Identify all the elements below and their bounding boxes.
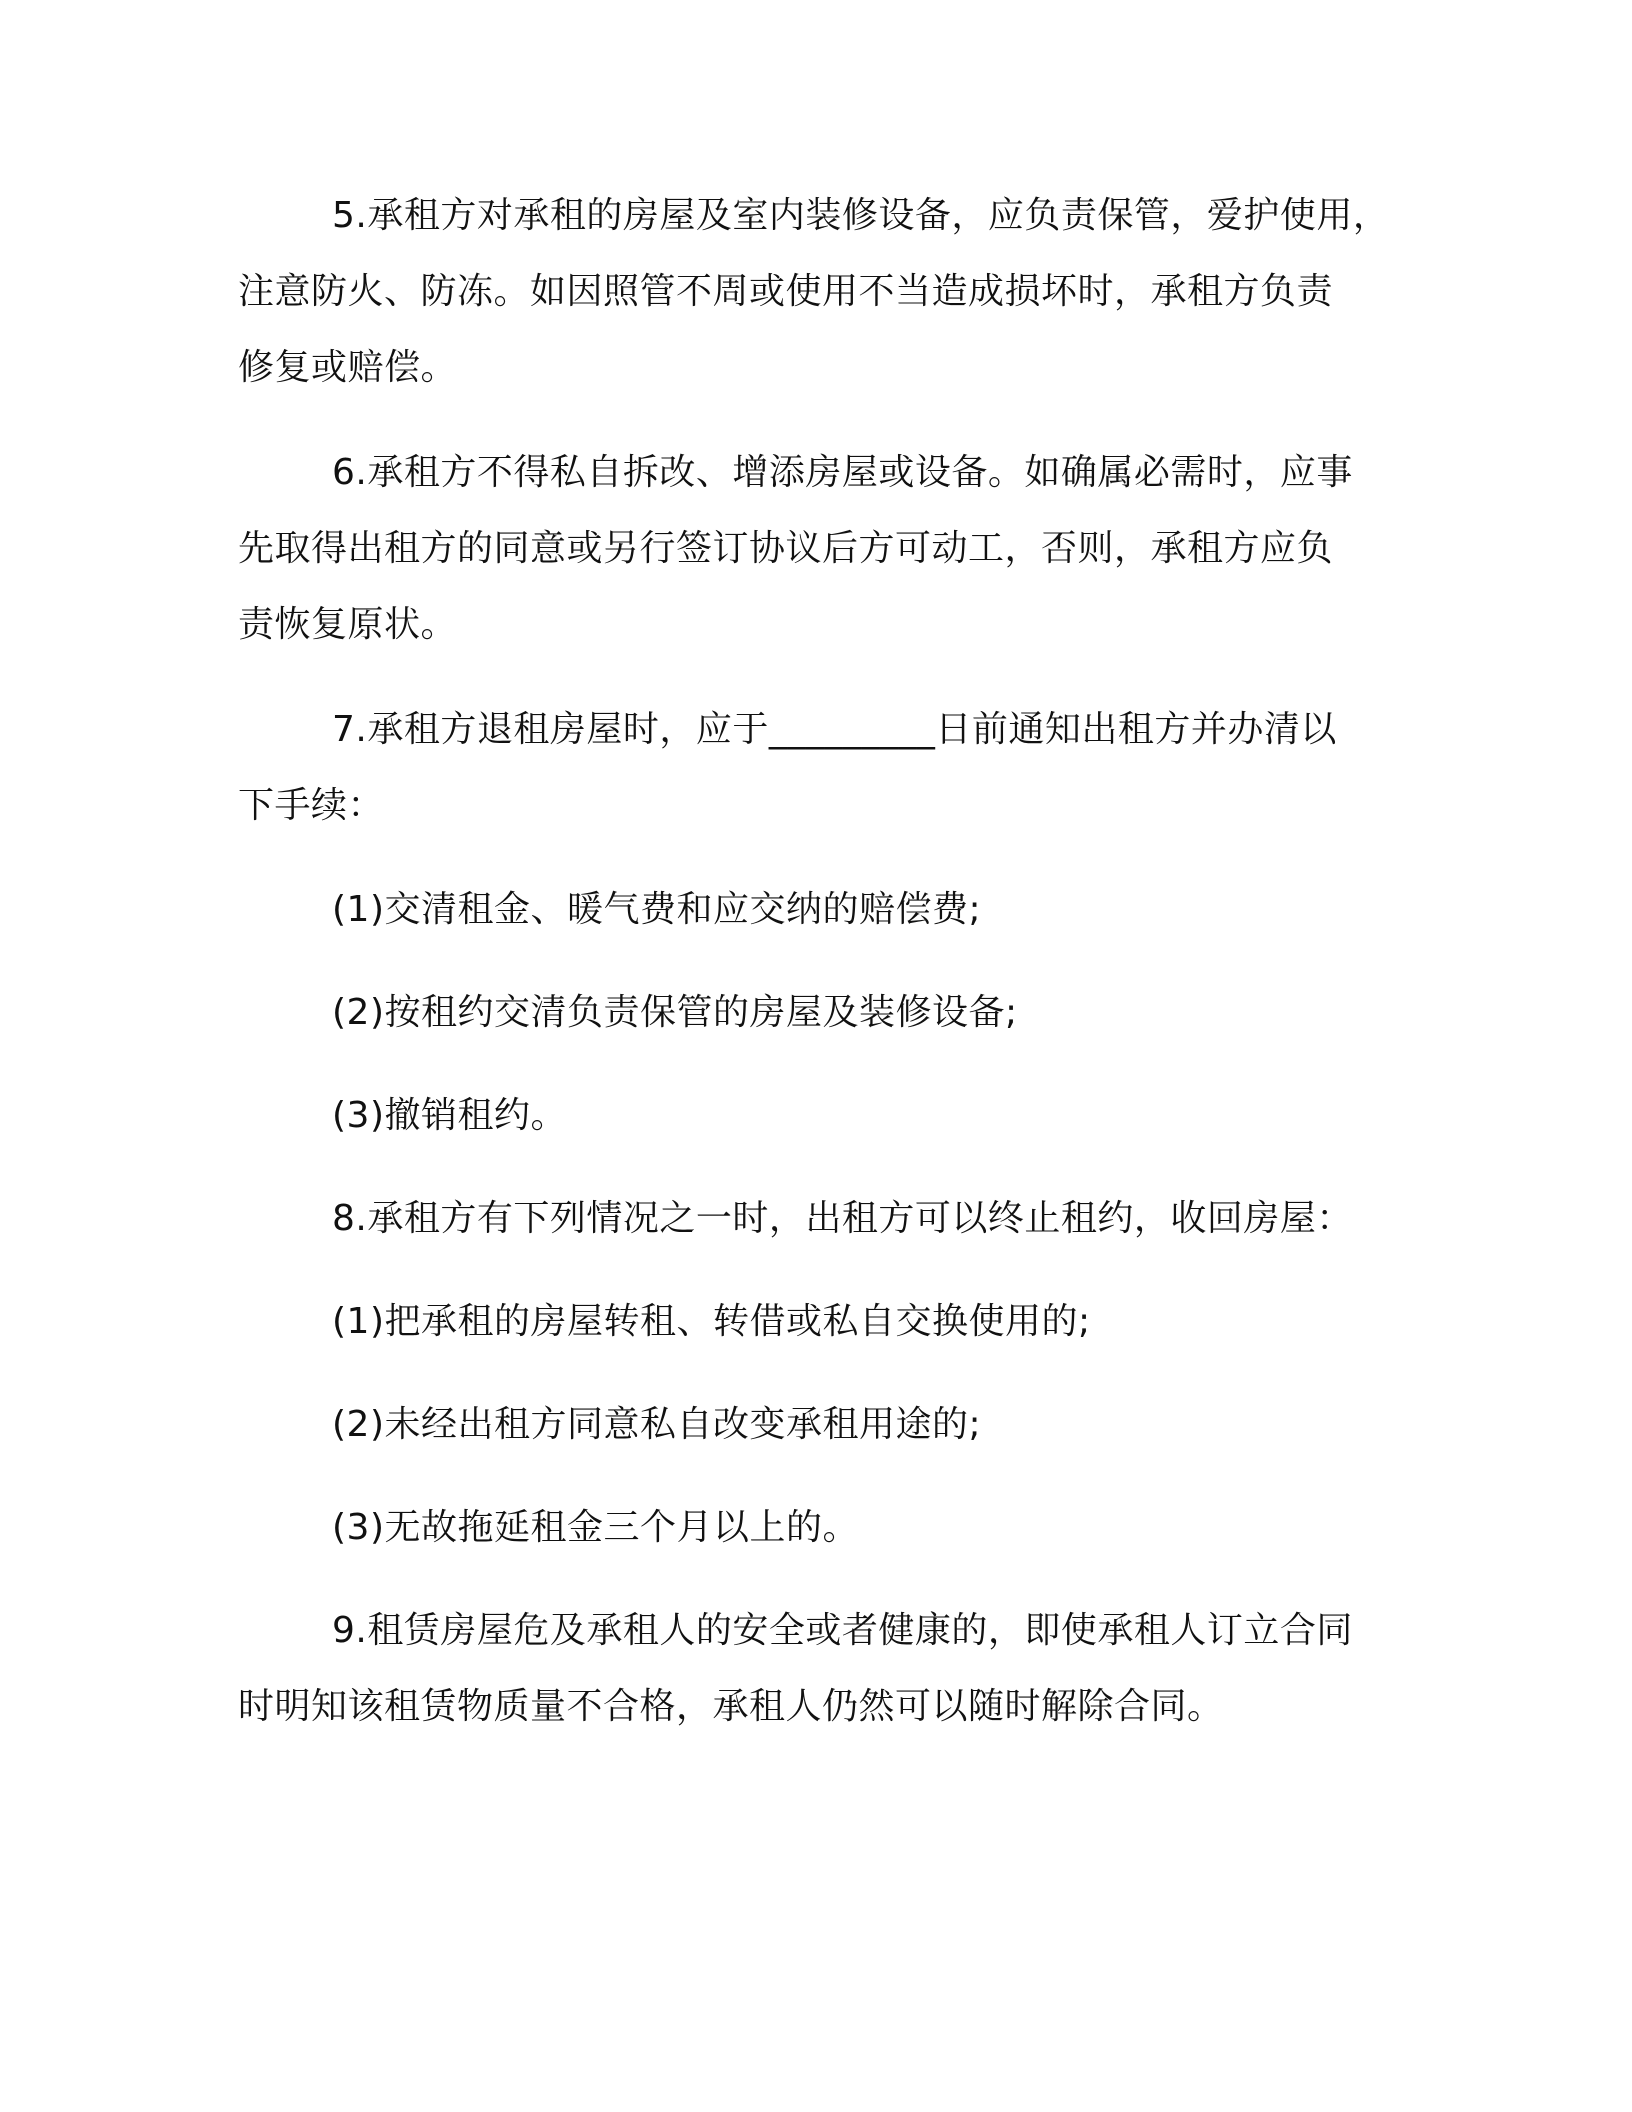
- clause-5-line-2: 注意防火、防冻。如因照管不周或使用不当造成损坏时，承租方负责: [238, 271, 1334, 312]
- clause-9-line-2: 时明知该租赁物质量不合格，承租人仍然可以随时解除合同。: [238, 1686, 1224, 1727]
- clause-6-line-3: 责恢复原状。: [238, 604, 458, 645]
- clause-8-item-2-text: (2)未经出租方同意私自改变承租用途的;: [332, 1404, 982, 1445]
- clause-8-line-1: 8.承租方有下列情况之一时，出租方可以终止租约，收回房屋：: [332, 1198, 1353, 1239]
- clause-7-item-1: [238, 872, 1398, 948]
- clause-8-item-3-text: (3)无故拖延租金三个月以上的。: [332, 1507, 859, 1548]
- clause-8-paragraph: [238, 1181, 1398, 1257]
- clause-7-line-1: 7.承租方退租房屋时，应于_________日前通知出租方并办清以: [332, 709, 1337, 750]
- clause-9-line-1: 9.租赁房屋危及承租人的安全或者健康的，即使承租人订立合同: [332, 1610, 1353, 1651]
- clause-8-item-1-text: (1)把承租的房屋转租、转借或私自交换使用的;: [332, 1301, 1091, 1342]
- clause-7-line-2: 下手续：: [238, 785, 385, 826]
- clause-8-item-3: [238, 1490, 1398, 1566]
- clause-5-paragraph: [238, 178, 1398, 406]
- clause-8-item-2: [238, 1387, 1398, 1463]
- clause-7-item-3: [238, 1078, 1398, 1154]
- clause-7-paragraph: [238, 692, 1398, 844]
- clause-7-item-2-text: (2)按租约交清负责保管的房屋及装修设备;: [332, 992, 1018, 1033]
- clause-5-line-3: 修复或赔偿。: [238, 347, 458, 388]
- clause-7-item-1-text: (1)交清租金、暖气费和应交纳的赔偿费;: [332, 889, 982, 930]
- clause-9-paragraph: [238, 1593, 1398, 1745]
- clause-6-line-1: 6.承租方不得私自拆改、增添房屋或设备。如确属必需时，应事: [332, 452, 1353, 493]
- clause-7-item-3-text: (3)撤销租约。: [332, 1095, 567, 1136]
- clause-7-item-2: [238, 975, 1398, 1051]
- clause-5-line-1: 5.承租方对承租的房屋及室内装修设备，应负责保管，爱护使用，: [332, 195, 1390, 236]
- clause-8-item-1: [238, 1284, 1398, 1360]
- clause-6-paragraph: [238, 435, 1398, 663]
- clause-6-line-2: 先取得出租方的同意或另行签订协议后方可动工，否则，承租方应负: [238, 528, 1334, 569]
